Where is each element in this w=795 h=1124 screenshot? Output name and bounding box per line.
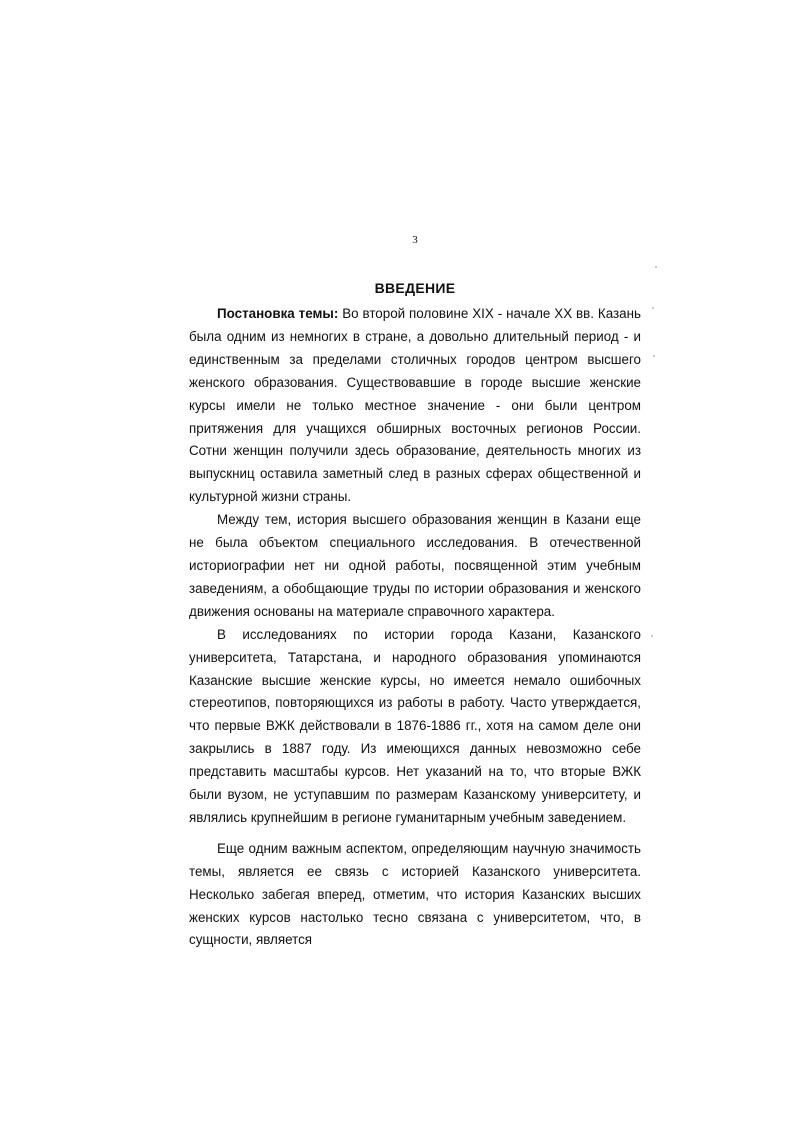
paragraph-2: Между тем, история высшего образования женщин в Казани еще не была объектом специального исследования. В отечественной историографии нет ни одной работы, посвященной этим учебным заведениям, а обобщающие труды по истории образования и женского движения основаны на материале справочного характера. (189, 512, 641, 619)
scan-speck (655, 266, 657, 268)
document-body (189, 303, 641, 952)
scan-speck (651, 635, 653, 637)
page-number: 3 (412, 234, 418, 246)
paragraph-lead: Постановка темы: (217, 306, 339, 321)
paragraph-text: Во второй половине XIX - начале XX вв. Казань была одним из немногих в стране, а довольно длительный период - и единственным за пределами столичных городов центром высшего женского образования. Существовавшие в городе высшие женские курсы имели не только местное значение - они были центром притяжения для учащихся обширных восточных регионов России. Сотни женщин получили здесь образование, деятельность многих из выпускниц оставила заметный след в разных сферах общественной и культурной жизни страны. (189, 306, 641, 505)
paragraph-4: Еще одним важным аспектом, определяющим научную значимость темы, является ее связь с историей Казанского университета. Несколько забегая вперед, отметим, что история Казанских высших женских курсов настолько тесно связана с университетом, что, в сущности, является (189, 840, 641, 948)
section-heading: ВВЕДЕНИЕ (374, 280, 456, 296)
scan-speck (652, 307, 654, 309)
scan-speck (653, 355, 655, 357)
paragraph-3: В исследованиях по истории города Казани, Казанского университета, Татарстана, и народного образования упоминаются Казанские высшие женские курсы, но имеется немало ошибочных стереотипов, повторяющихся из работы в работу. Часто утверждается, что первые ВЖК действовали в 1876-1886 гг., хотя на самом деле они закрылись в 1887 году. Из имеющихся данных невозможно себе представить масштабы курсов. Нет указаний на то, что вторые ВЖК были вузом, не уступавшим по размерам Казанскому университету, и являлись крупнейшим в регионе гуманитарным учебным заведением. (189, 626, 641, 825)
paragraph-1 (189, 303, 641, 509)
